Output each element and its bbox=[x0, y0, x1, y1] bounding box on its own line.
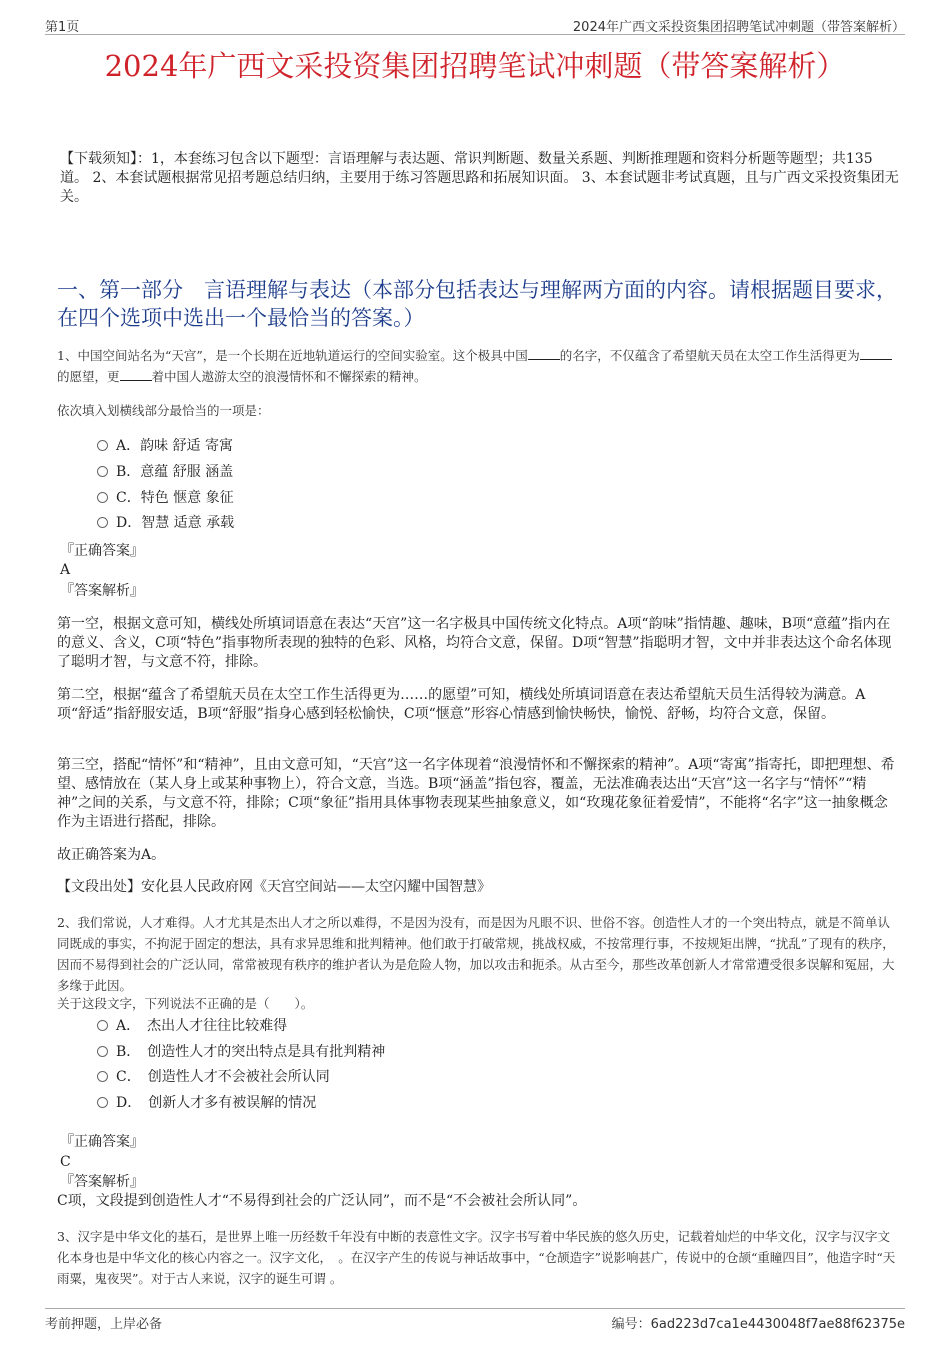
radio-icon[interactable] bbox=[97, 1097, 108, 1108]
page-number: 第1页 bbox=[45, 20, 80, 35]
radio-icon[interactable] bbox=[97, 517, 108, 528]
question-2-prompt: 关于这段文字，下列说法不正确的是（ ）。 bbox=[57, 996, 314, 1011]
q1-stem-part-c: 的愿望，更 bbox=[57, 369, 120, 384]
document-title: 2024年广西文采投资集团招聘笔试冲刺题（带答案解析） bbox=[104, 49, 846, 83]
option-label: B．意蕴 舒服 涵盖 bbox=[116, 464, 234, 480]
q2-option-c[interactable] bbox=[97, 1068, 330, 1086]
footer-divider bbox=[45, 1308, 905, 1309]
q1-stem-part-d: 着中国人遨游太空的浪漫情怀和不懈探索的精神。 bbox=[151, 369, 427, 384]
q2-analysis: C项，文段提到创造性人才“不易得到社会的广泛认同”，而不是“不会被社会所认同”。 bbox=[57, 1193, 587, 1209]
q1-option-c[interactable] bbox=[97, 489, 234, 507]
section-title: 一、第一部分 言语理解与表达（本部分包括表达与理解两方面的内容。请根据题目要求，在四个选项中选出一个最恰当的答案。） bbox=[57, 278, 897, 330]
question-3-stem: 3、汉字是中华文化的基石，是世界上唯一历经数千年没有中断的表意性文字。汉字书写着中华民族的悠久历史，记载着灿烂的中华文化，汉字与汉字文化本身也是中华文化的核心内容之一。汉字文化， 。在汉字产生的传说与神话故事中，“仓颉造字”说影响甚广，传说中的仓颉“重瞳四目”，他造字时“天雨粟，鬼夜哭”。对于古人来说，汉字的诞生可谓 。 bbox=[57, 1229, 896, 1286]
radio-icon[interactable] bbox=[97, 492, 108, 503]
q2-answer-label: 『正确答案』 bbox=[60, 1134, 144, 1150]
q2-analysis-label: 『答案解析』 bbox=[60, 1174, 144, 1190]
footer-doc-id: 编号：6ad223d7ca1e4430048f7ae88f62375e bbox=[611, 1317, 905, 1332]
q2-option-a[interactable] bbox=[97, 1017, 287, 1035]
q1-stem-part-b: 的名字，不仅蕴含了希望航天员在太空工作生活得更为 bbox=[559, 348, 860, 363]
q1-answer: A bbox=[60, 562, 71, 578]
radio-icon[interactable] bbox=[97, 440, 108, 451]
radio-icon[interactable] bbox=[97, 1046, 108, 1057]
q1-option-b[interactable] bbox=[97, 463, 233, 481]
q2-option-d[interactable] bbox=[97, 1094, 316, 1112]
q1-blank-1 bbox=[528, 347, 560, 360]
header-doc-title: 2024年广西文采投资集团招聘笔试冲刺题（带答案解析） bbox=[572, 20, 905, 35]
question-1-prompt: 依次填入划横线部分最恰当的一项是： bbox=[57, 403, 270, 418]
radio-icon[interactable] bbox=[97, 1071, 108, 1082]
q1-stem-part-a: 1、中国空间站名为“天宫”，是一个长期在近地轨道运行的空间实验室。这个极具中国 bbox=[57, 348, 528, 363]
footer-slogan: 考前押题，上岸必备 bbox=[45, 1317, 163, 1332]
option-label: A．韵味 舒适 寄寓 bbox=[116, 438, 234, 454]
option-label: B． 创造性人才的突出特点是具有批判精神 bbox=[116, 1044, 386, 1060]
option-label: D．智慧 适意 承载 bbox=[116, 515, 235, 531]
question-1-stem bbox=[57, 345, 897, 387]
header-divider bbox=[45, 34, 905, 35]
option-label: A． 杰出人才往往比较难得 bbox=[116, 1018, 288, 1034]
q2-option-b[interactable] bbox=[97, 1043, 385, 1061]
q1-analysis-para-3: 第三空，搭配“情怀”和“精神”，且由文意可知，“天宫”这一名字体现着“浪漫情怀和不懈探索的精神”。A项“寄寓”指寄托，即把理想、希望、感情放在（某人身上或某种事物上），符合文意，当选。B项“涵盖”指包容，覆盖，无法准确表达出“天宫”这一名字与“情怀”“精神”之间的关系，与文意不符，排除；C项“象征”指用具体事物表现某些抽象意义，如“玫瑰花象征着爱情”，不能将“名字”这一抽象概念作为主语进行搭配，排除。 bbox=[57, 757, 895, 830]
download-notice: 【下载须知】：1，本套练习包含以下题型：言语理解与表达题、常识判断题、数量关系题、判断推理题和资料分析题等题型；共135道。 2、本套试题根据常见招考题总结归纳，主要用于练习答题思路和拓展知识面。 3、本套试题非考试真题，且与广西文采投资集团无关。 bbox=[60, 151, 899, 205]
q1-option-a[interactable] bbox=[97, 437, 233, 455]
q1-analysis-conclusion: 故正确答案为A。 bbox=[57, 847, 166, 863]
q1-analysis-label: 『答案解析』 bbox=[60, 583, 144, 599]
option-label: C． 创造性人才不会被社会所认同 bbox=[116, 1069, 330, 1085]
q1-analysis-para-2: 第二空，根据“蕴含了希望航天员在太空工作生活得更为……的愿望”可知，横线处所填词语意在表达希望航天员生活得较为满意。A项“舒适”指舒服安适，B项“舒服”指身心感到轻松愉快，C项“惬意”形容心情感到愉快畅快，愉悦、舒畅，均符合文意，保留。 bbox=[57, 687, 866, 722]
q1-option-d[interactable] bbox=[97, 514, 234, 532]
q1-source: 【文段出处】安化县人民政府网《天宫空间站——太空闪耀中国智慧》 bbox=[57, 879, 491, 895]
radio-icon[interactable] bbox=[97, 466, 108, 477]
q1-analysis-para-1: 第一空，根据文意可知，横线处所填词语意在表达“天宫”这一名字极具中国传统文化特点。A项“韵味”指情趣、趣味，B项“意蕴”指内在的意义、含义，C项“特色”指事物所表现的独特的色彩、风格，均符合文意，保留。D项“智慧”指聪明才智，文中并非表达这个命名体现了聪明才智，与文意不符，排除。 bbox=[57, 616, 892, 670]
option-label: C．特色 惬意 象征 bbox=[116, 490, 234, 506]
q1-answer-label: 『正确答案』 bbox=[60, 543, 144, 559]
q1-blank-2 bbox=[860, 347, 892, 360]
question-2-stem: 2、我们常说，人才难得。人才尤其是杰出人才之所以难得，不是因为没有，而是因为凡眼不识、世俗不容。创造性人才的一个突出特点，就是不简单认同既成的事实，不拘泥于固定的想法，具有求异思维和批判精神。他们敢于打破常规，挑战权威，不按常理行事，不按规矩出牌，“扰乱”了现有的秩序，因而不易得到社会的广泛认同，常常被现有秩序的维护者认为是危险人物，加以攻击和扼杀。从古至今，那些改革创新人才常常遭受很多误解和冤屈，大多缘于此因。 bbox=[57, 915, 895, 993]
option-label: D． 创新人才多有被误解的情况 bbox=[116, 1095, 317, 1111]
radio-icon[interactable] bbox=[97, 1020, 108, 1031]
q1-blank-3 bbox=[120, 368, 152, 381]
q2-answer: C bbox=[60, 1154, 71, 1170]
